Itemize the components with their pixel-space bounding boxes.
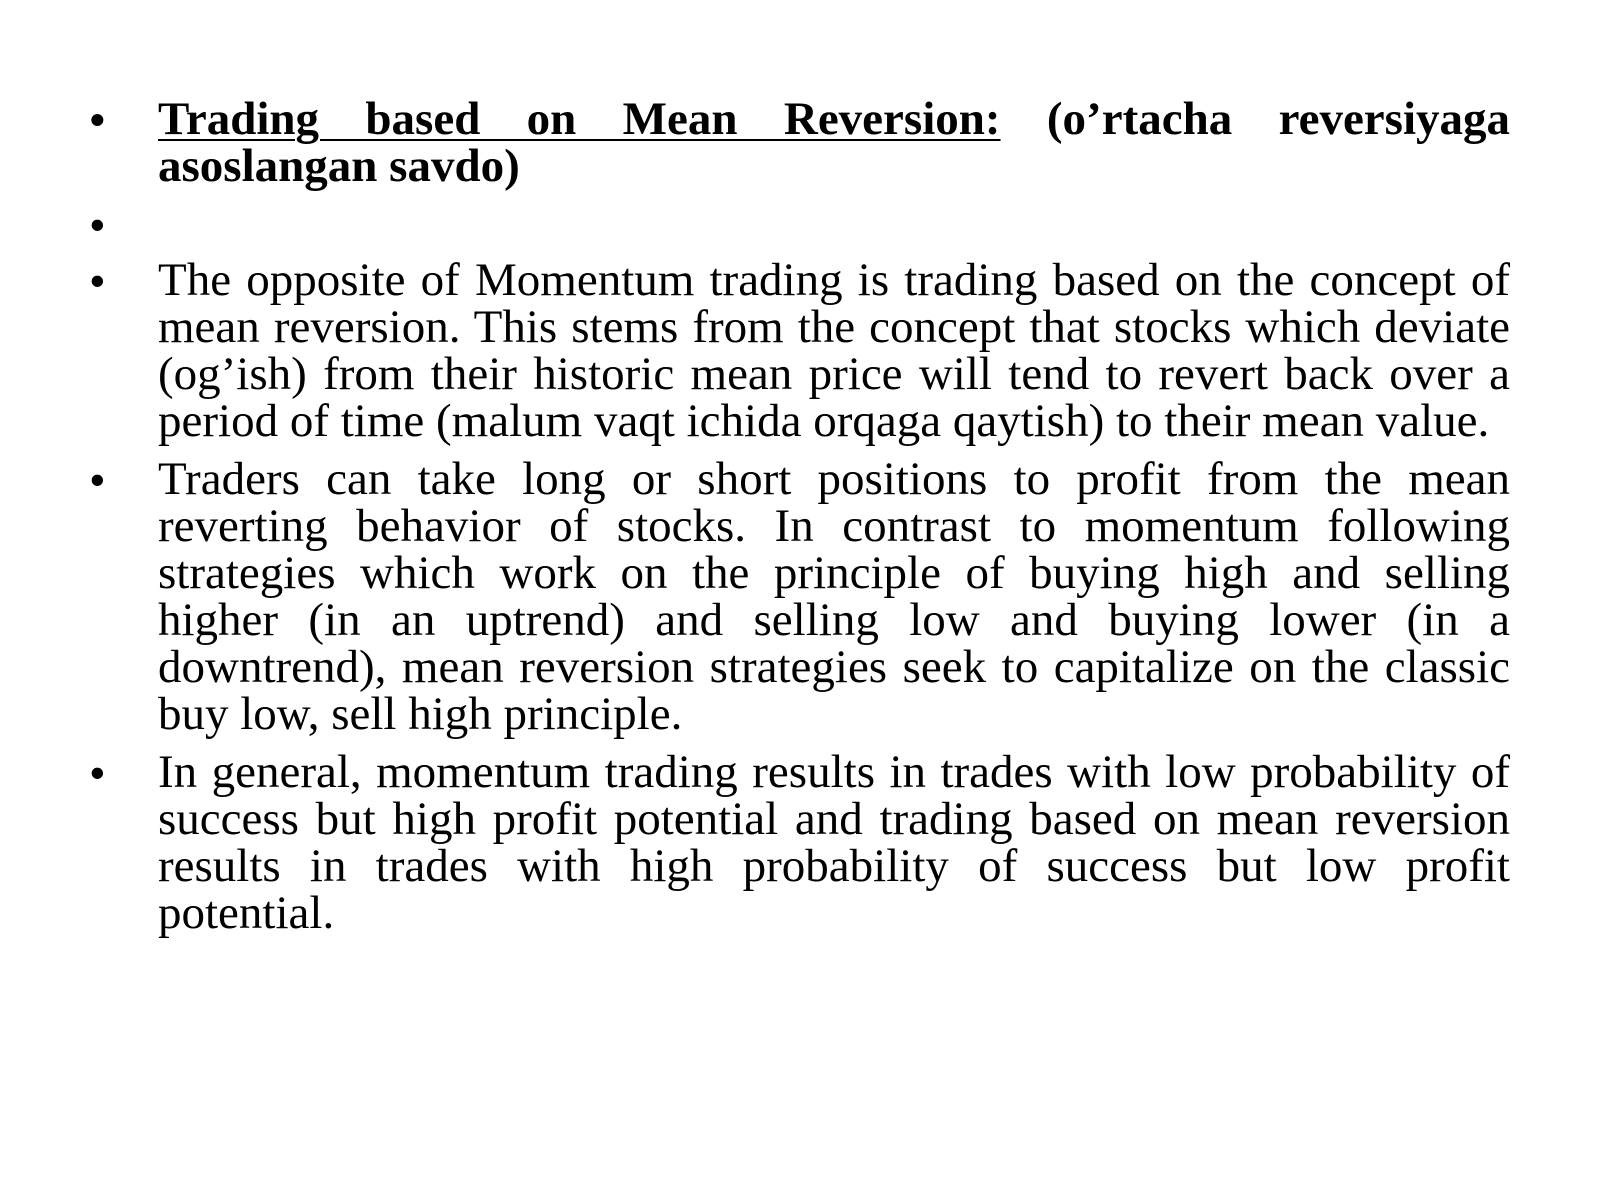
heading-title: Trading based on Mean Reversion: — [158, 93, 1001, 145]
paragraph-bullet-positions — [90, 453, 1510, 740]
paragraph-text: In general, momentum trading results in trades with low probability of success but high profit potential and trading based on mean reversion results in trades with high probability of success but low profit potential. — [158, 746, 1510, 939]
heading-bullet — [90, 93, 1511, 192]
paragraph-bullet-comparison — [90, 746, 1510, 939]
bullet-marker: • — [90, 749, 105, 796]
paragraph-text: The opposite of Momentum trading is trading based on the concept of mean reversion. This stems from the concept that stocks which deviate (og’ish) from their historic mean price will tend to revert back over a period of time (malum vaqt ichida orqaga qaytish) to their mean value. — [158, 254, 1510, 447]
bullet-marker: • — [90, 201, 105, 248]
empty-bullet — [90, 201, 1510, 248]
bullet-marker: • — [90, 456, 105, 503]
bullet-list — [90, 93, 1511, 948]
paragraph-bullet-mean-reversion — [90, 254, 1510, 447]
paragraph-text: Traders can take long or short positions to profit from the mean reverting behavior of stocks. In contrast to momentum following strategies which work on the principle of buying high and selling higher (in an uptrend) and selling low and buying lower (in a downtrend), mean reversion strategies seek to capitalize on the classic buy low, sell high principle. — [158, 453, 1510, 740]
bullet-marker: • — [90, 257, 105, 304]
heading-subtitle: (o’rtacha reversiyaga asoslangan savdo) — [158, 93, 1511, 192]
bullet-marker: • — [90, 96, 105, 143]
